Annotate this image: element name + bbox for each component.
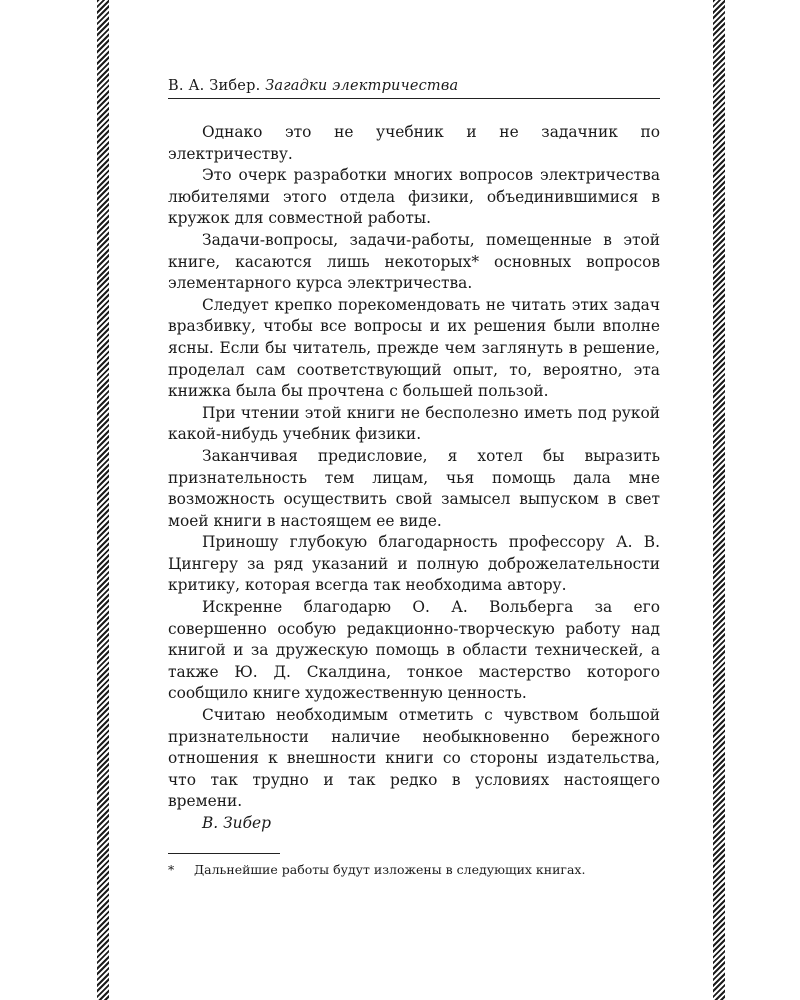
footnote-separator — [168, 853, 280, 854]
paragraph: При чтении этой книги не бесполезно иметь под рукой какой-нибудь учебник физики. — [168, 403, 660, 444]
preface-body — [168, 122, 660, 835]
author-signature: В. Зибер — [202, 814, 271, 832]
header-author: В. А. Зибер. — [168, 78, 261, 94]
right-decorative-border — [713, 0, 725, 1000]
footnote — [168, 862, 660, 877]
paragraph: Задачи-вопросы, задачи-работы, помещенные в этой книге, касаются лишь некоторых* основных вопросов элементарного курса электричества. — [168, 230, 660, 293]
paragraph: Приношу глубокую благодарность профессору А. В. Цингеру за ряд указаний и полную доброжелательности критику, которая всегда так необходима автору. — [168, 533, 660, 595]
left-decorative-border — [97, 0, 109, 1000]
paragraph: Искренне благодарю О. А. Вольберга за его совершенно особую редакционно-творческую работу над книгой и за дружескую помощь в области техническей, а также Ю. Д. Скалдина, тонкое мастерство которого сообщило книге художественную ценность. — [168, 598, 660, 703]
paragraph: Заканчивая предисловие, я хотел бы выразить признательность тем лицам, чья помощь дала мне возможность осуществить свой замысел выпуском в свет моей книги в настоящем ее виде. — [168, 446, 660, 530]
running-header — [168, 78, 660, 99]
footnote-text: Дальнейшие работы будут изложены в следующих книгах. — [194, 862, 586, 877]
paragraph: Однако это не учебник и не задачник по электричеству. — [168, 123, 660, 163]
footnote-mark: * — [168, 862, 175, 877]
paragraph: Это очерк разработки многих вопросов электричества любителями этого отдела физики, объединившимися в кружок для совместной работы. — [168, 166, 660, 228]
paragraph: Следует крепко порекомендовать не читать этих задач вразбивку, чтобы все вопросы и их решения были вполне ясны. Если бы читатель, прежде чем заглянуть в решение, проделал сам соответствующий опыт, то, вероятно, эта книжка была бы прочтена с большей пользой. — [168, 295, 660, 401]
header-book-title: Загадки электричества — [265, 78, 459, 94]
paragraph: Считаю необходимым отметить с чувством большой признательности наличие необыкновенно бережного отношения к внешности книги со стороны издательства, что так трудно и так редко в условиях настоящего времени. — [168, 706, 660, 811]
